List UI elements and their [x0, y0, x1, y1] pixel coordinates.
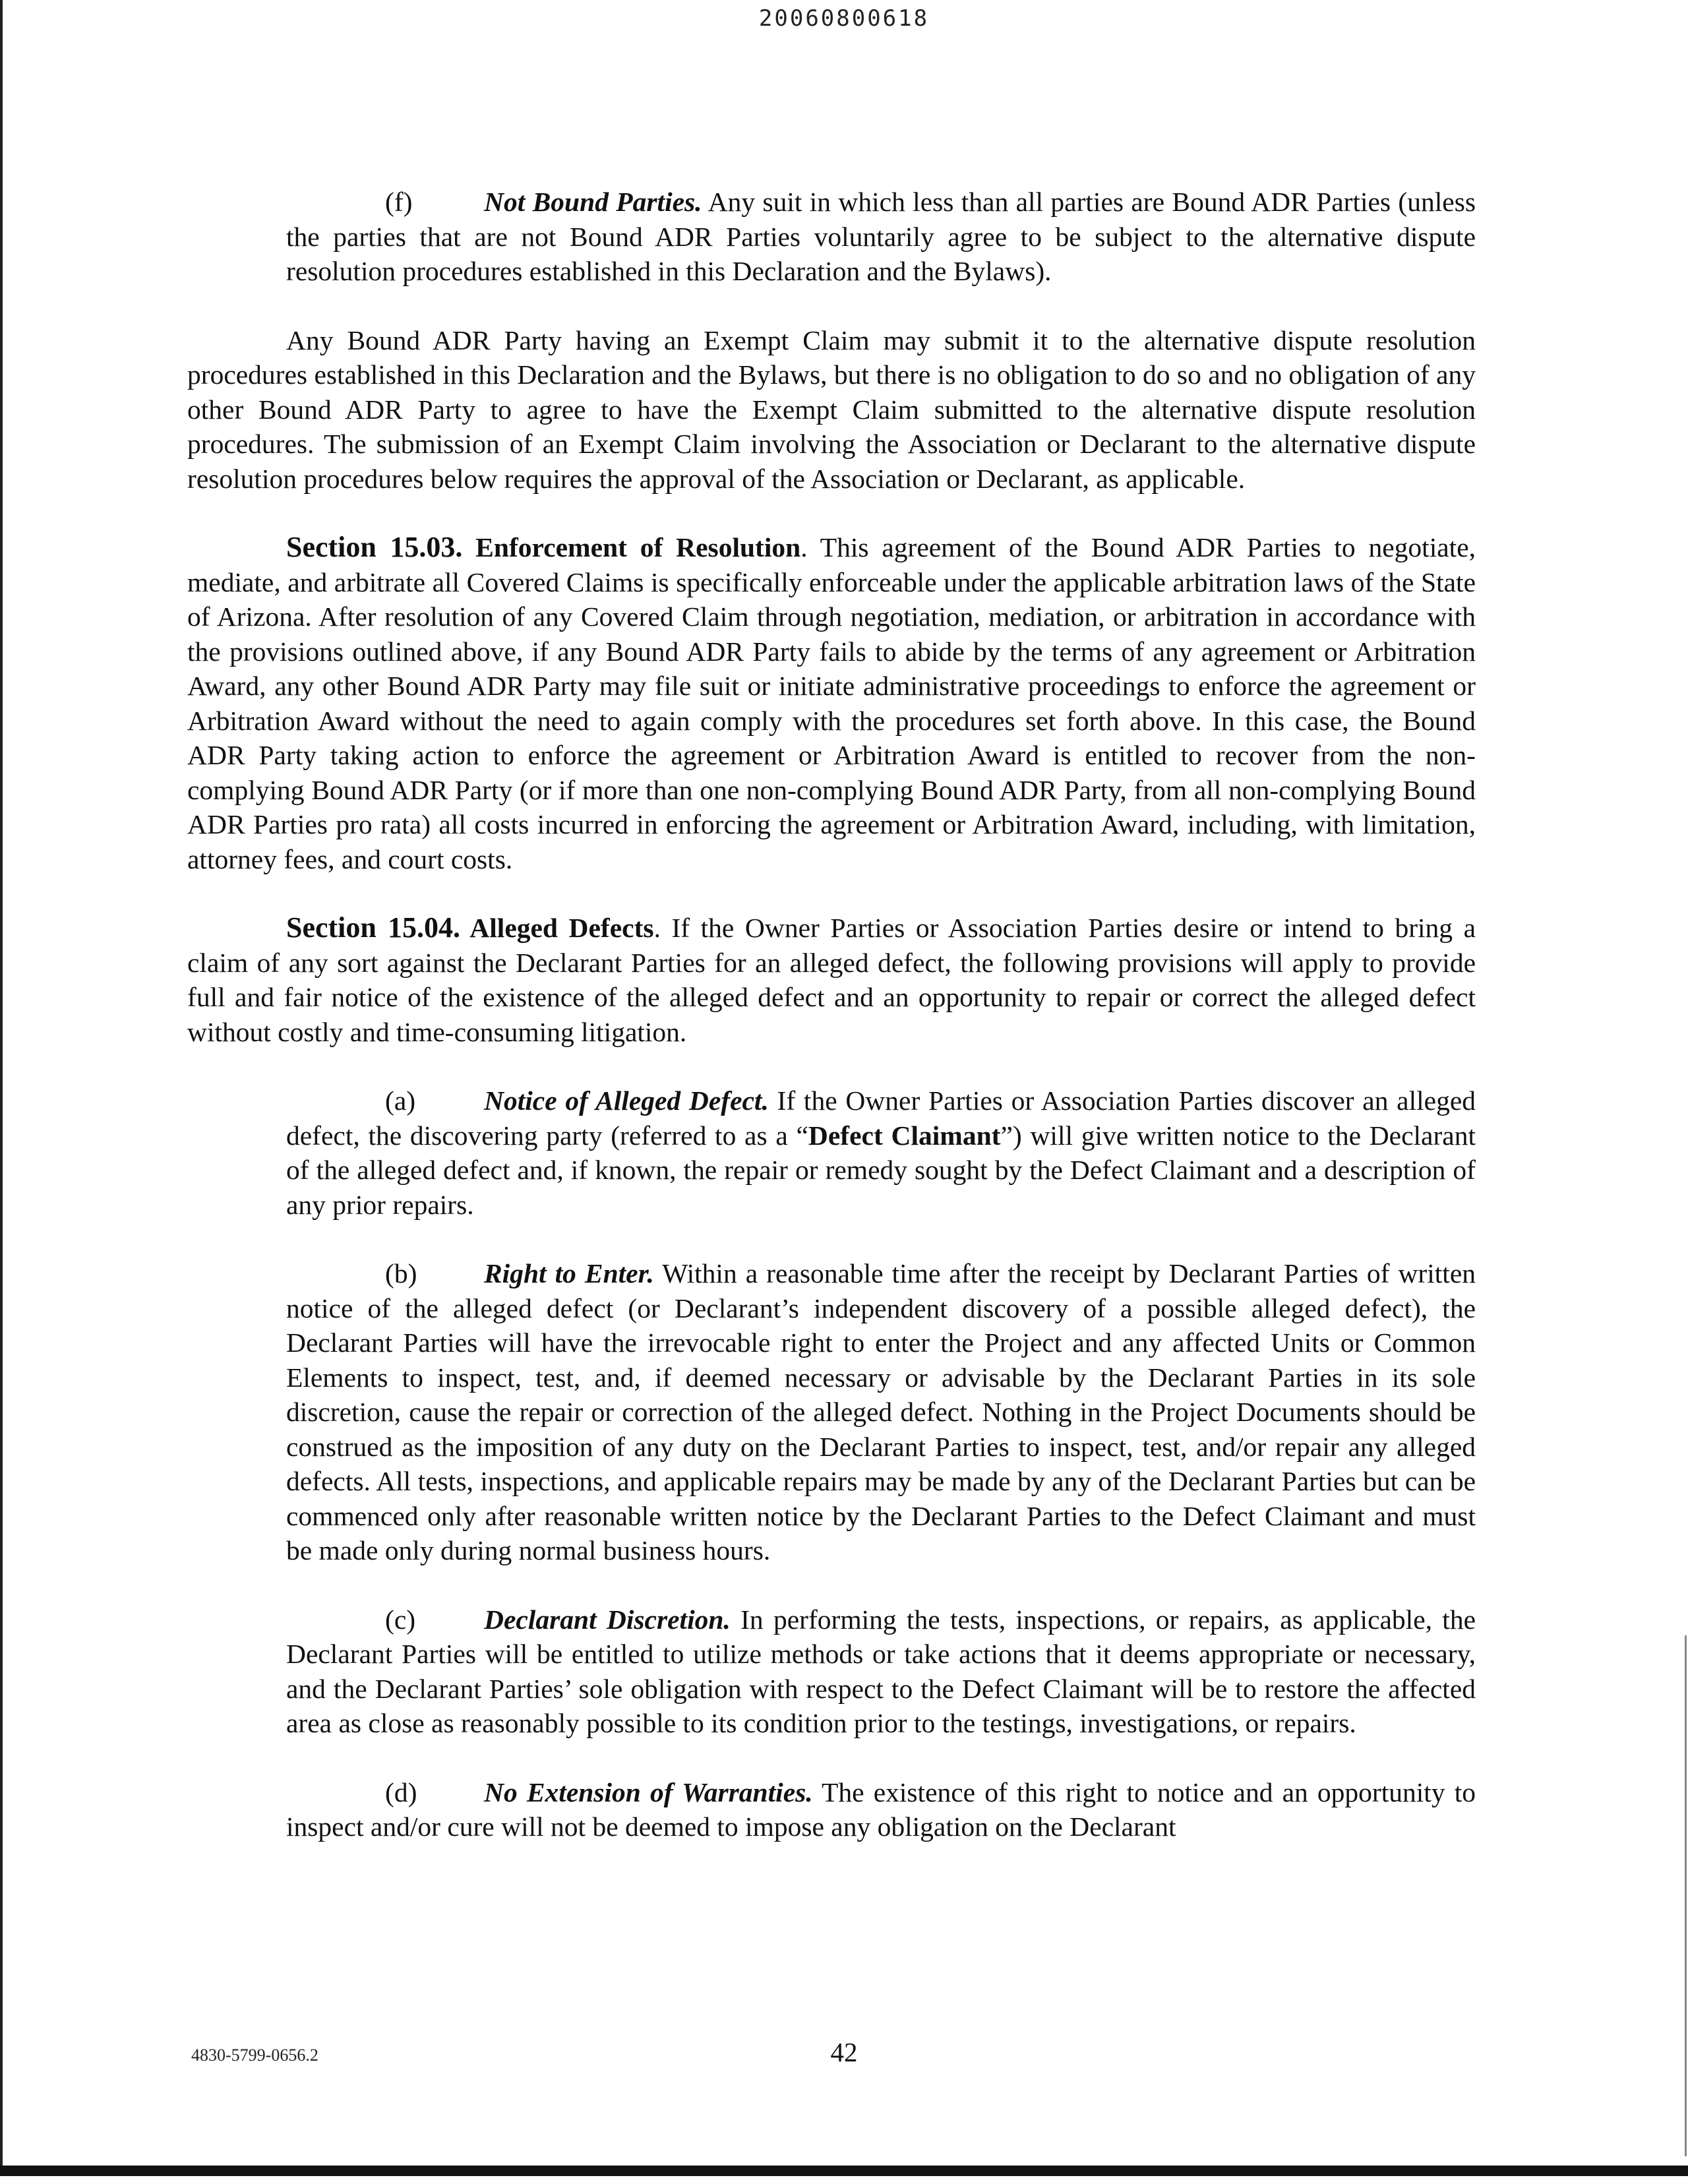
- paragraph-b-right-to-enter: [286, 1256, 1476, 1568]
- section-heading: Enforcement of Resolution: [462, 532, 801, 562]
- document-body: [187, 185, 1476, 1879]
- subsection-heading: Right to Enter.: [484, 1258, 654, 1289]
- section-number: Section 15.03.: [286, 531, 463, 563]
- recording-number: 20060800618: [758, 5, 930, 32]
- subsection-heading: Declarant Discretion.: [484, 1604, 731, 1635]
- scan-bottom-edge: [0, 2166, 1688, 2176]
- subsection-marker: (a): [385, 1085, 416, 1116]
- paragraph-section-15-04: [187, 911, 1476, 1049]
- subsection-heading: Not Bound Parties.: [484, 187, 702, 217]
- paragraph-section-15-03: [187, 530, 1476, 876]
- defined-term: Defect Claimant: [808, 1120, 1001, 1151]
- paragraph-text: The existence of this right to notice and an opportunity to inspect and/or cure will not be deemed to impose any obligation on the Declarant: [286, 1776, 1476, 1842]
- section-heading: Alleged Defects: [460, 913, 654, 943]
- paragraph-text: ”) will give written notice to the Declarant of the alleged defect and, if known, the repair or remedy sought by the Defect Claimant and a description of any prior repairs.: [286, 1120, 1476, 1220]
- paragraph-text: In performing the tests, inspections, or repairs, as applicable, the Declarant Parties will be entitled to utilize methods or take actions that it deems appropriate or necessary, and the Declarant Parties’ sole obligation with respect to the Defect Claimant will be to restore the affected area as close as reasonably possible to its condition prior to the testings, investigations, or repairs.: [286, 1604, 1476, 1738]
- subsection-heading: No Extension of Warranties.: [484, 1776, 813, 1807]
- subsection-marker: (c): [385, 1604, 416, 1635]
- paragraph-f-not-bound-parties: [286, 185, 1476, 289]
- paragraph-d-no-extension-of-warranties: [286, 1775, 1476, 1844]
- subsection-marker: (d): [385, 1776, 417, 1807]
- section-number: Section 15.04.: [286, 911, 461, 944]
- paragraph-text: If the Owner Parties or Association Parties discover an alleged defect, the discovering party (referred to as a “: [286, 1085, 1476, 1151]
- scan-left-edge: [0, 0, 3, 2169]
- paragraph-c-declarant-discretion: [286, 1602, 1476, 1741]
- paragraph-text: Within a reasonable time after the receipt by Declarant Parties of written notice of the alleged defect (or Declarant’s independent discovery of a possible alleged defect), the Declarant Parties will have the irrevocable right to enter the Project and any affected Units or Common Elements to inspect, test, and, if deemed necessary or advisable by the Declarant Parties in its sole discretion, cause the repair or correction of the alleged defect. Nothing in the Project Documents should be construed as the imposition of any duty on the Declarant Parties to inspect, test, and/or repair any alleged defects. All tests, inspections, and applicable repairs may be made by any of the Declarant Parties but can be commenced only after reasonable written notice by the Declarant Parties to the Defect Claimant and must be made only during normal business hours.: [286, 1258, 1476, 1565]
- subsection-marker: (f): [385, 187, 413, 217]
- paragraph-text: Any suit in which less than all parties are Bound ADR Parties (unless the parties that are not Bound ADR Parties voluntarily agree to be subject to the alternative dispute resolution procedures established in this Declaration and the Bylaws).: [286, 187, 1476, 286]
- paragraph-text: . If the Owner Parties or Association Parties desire or intend to bring a claim of any sort against the Declarant Parties for an alleged defect, the following provisions will apply to provide full and fair notice of the existence of the alleged defect and an opportunity to repair or correct the alleged defect without costly and time-consuming litigation.: [187, 913, 1476, 1047]
- subsection-heading: Notice of Alleged Defect.: [484, 1085, 769, 1116]
- footer-document-id: 4830-5799-0656.2: [191, 2046, 318, 2065]
- paragraph-text: Any Bound ADR Party having an Exempt Claim may submit it to the alternative dispute resolution procedures established in this Declaration and the Bylaws, but there is no obligation to do so and no obligation of any other Bound ADR Party to agree to have the Exempt Claim submitted to the alternative dispute resolution procedures. The submission of an Exempt Claim involving the Association or Declarant to the alternative dispute resolution procedures below requires the approval of the Association or Declarant, as applicable.: [187, 324, 1476, 494]
- paragraph-exempt-claim: [187, 323, 1476, 497]
- page-number: 42: [830, 2037, 858, 2067]
- paragraph-a-notice-of-alleged-defect: [286, 1083, 1476, 1222]
- subsection-marker: (b): [385, 1258, 417, 1289]
- paragraph-text: . This agreement of the Bound ADR Parties to negotiate, mediate, and arbitrate all Covered Claims is specifically enforceable under the applicable arbitration laws of the State of Arizona. After resolution of any Covered Claim through negotiation, mediation, or arbitration in accordance with the provisions outlined above, if any Bound ADR Party fails to abide by the terms of any agreement or Arbitration Award, any other Bound ADR Party may file suit or initiate administrative proceedings to enforce the agreement or Arbitration Award without the need to again comply with the procedures set forth above. In this case, the Bound ADR Party taking action to enforce the agreement or Arbitration Award is entitled to recover from the non-complying Bound ADR Party (or if more than one non-complying Bound ADR Party, from all non-complying Bound ADR Parties pro rata) all costs incurred in enforcing the agreement or Arbitration Award, including, with limitation, attorney fees, and court costs.: [187, 532, 1476, 874]
- scan-right-edge: [1685, 1635, 1687, 2156]
